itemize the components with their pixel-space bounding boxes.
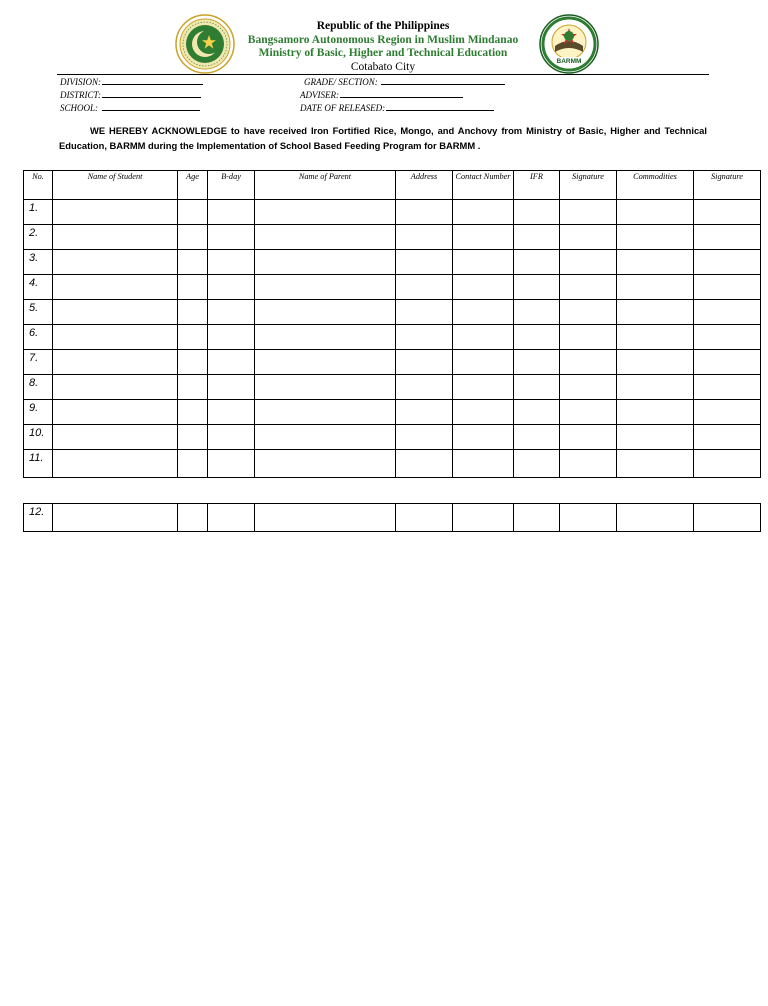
table-cell[interactable] [396, 375, 453, 400]
table-cell[interactable] [514, 225, 560, 250]
table-cell[interactable] [396, 200, 453, 225]
table-cell[interactable] [178, 400, 208, 425]
table-cell[interactable] [560, 325, 617, 350]
table-cell[interactable] [53, 450, 178, 478]
header-divider [57, 74, 709, 75]
table-cell[interactable] [396, 425, 453, 450]
column-header: Signature [560, 171, 617, 200]
table-cell[interactable] [617, 504, 694, 532]
table-cell[interactable] [514, 425, 560, 450]
feeding-roster-table-continued [23, 503, 761, 532]
row-number: 3. [24, 250, 53, 275]
table-cell[interactable] [617, 375, 694, 400]
table-cell[interactable] [208, 200, 255, 225]
header-text [222, 20, 544, 74]
table-cell[interactable] [560, 375, 617, 400]
table-cell[interactable] [53, 225, 178, 250]
form-fields-left [60, 76, 203, 114]
table-cell[interactable] [255, 504, 396, 532]
table-row [24, 504, 761, 532]
table-cell[interactable] [178, 200, 208, 225]
table-cell[interactable] [396, 504, 453, 532]
table-cell[interactable] [53, 200, 178, 225]
table-cell[interactable] [255, 325, 396, 350]
table-cell[interactable] [178, 250, 208, 275]
table-cell[interactable] [617, 425, 694, 450]
table-row [24, 425, 761, 450]
table-cell[interactable] [255, 225, 396, 250]
row-number: 2. [24, 225, 53, 250]
row-number: 8. [24, 375, 53, 400]
table-cell[interactable] [453, 450, 514, 478]
table-cell[interactable] [178, 504, 208, 532]
table-cell[interactable] [694, 450, 761, 478]
column-header: Name of Parent [255, 171, 396, 200]
table-cell[interactable] [617, 275, 694, 300]
table-cell[interactable] [53, 275, 178, 300]
table-cell[interactable] [453, 350, 514, 375]
row-number: 10. [24, 425, 53, 450]
table-header-row [24, 171, 761, 200]
table-cell[interactable] [617, 350, 694, 375]
table-cell[interactable] [396, 450, 453, 478]
table-cell[interactable] [178, 325, 208, 350]
row-number: 12. [24, 504, 53, 532]
table-cell[interactable] [694, 250, 761, 275]
table-cell[interactable] [255, 275, 396, 300]
table-row [24, 300, 761, 325]
table-cell[interactable] [53, 300, 178, 325]
table-cell[interactable] [453, 300, 514, 325]
row-number: 7. [24, 350, 53, 375]
table-cell[interactable] [396, 250, 453, 275]
table-cell[interactable] [694, 325, 761, 350]
table-cell[interactable] [178, 225, 208, 250]
table-cell[interactable] [255, 350, 396, 375]
document-header [0, 0, 768, 80]
table-cell[interactable] [255, 250, 396, 275]
barmm-logo-text: BARMM [556, 58, 582, 65]
table-cell[interactable] [453, 425, 514, 450]
table-cell[interactable] [694, 350, 761, 375]
table-cell[interactable] [617, 450, 694, 478]
table-cell[interactable] [514, 504, 560, 532]
table-cell[interactable] [53, 400, 178, 425]
table-cell[interactable] [208, 275, 255, 300]
row-number: 5. [24, 300, 53, 325]
table-cell[interactable] [560, 250, 617, 275]
table-cell[interactable] [560, 275, 617, 300]
table-cell[interactable] [396, 400, 453, 425]
column-header: IFR [514, 171, 560, 200]
table-row [24, 275, 761, 300]
table-cell[interactable] [560, 504, 617, 532]
table-cell[interactable] [208, 350, 255, 375]
table-cell[interactable] [396, 225, 453, 250]
region-title: Bangsamoro Autonomous Region in Muslim Mindanao [247, 33, 519, 46]
table-cell[interactable] [514, 275, 560, 300]
table-cell[interactable] [53, 350, 178, 375]
district-field[interactable]: DISTRICT: [60, 89, 203, 102]
table-cell[interactable] [453, 225, 514, 250]
table-cell[interactable] [453, 400, 514, 425]
table-cell[interactable] [255, 400, 396, 425]
city-title: Cotabato City [350, 60, 416, 73]
table-cell[interactable] [617, 225, 694, 250]
table-row [24, 250, 761, 275]
adviser-field[interactable]: ADVISER: [300, 89, 505, 102]
column-header: B-day [208, 171, 255, 200]
column-header: Age [178, 171, 208, 200]
table-cell[interactable] [617, 250, 694, 275]
table-cell[interactable] [208, 300, 255, 325]
table-cell[interactable] [514, 400, 560, 425]
table-row [24, 375, 761, 400]
table-cell[interactable] [178, 300, 208, 325]
table-cell[interactable] [560, 425, 617, 450]
country-title: Republic of the Philippines [316, 20, 450, 32]
table-cell[interactable] [396, 300, 453, 325]
table-cell[interactable] [53, 425, 178, 450]
table-cell[interactable] [560, 350, 617, 375]
table-cell[interactable] [617, 400, 694, 425]
table-cell[interactable] [453, 275, 514, 300]
table-cell[interactable] [694, 425, 761, 450]
table-cell[interactable] [208, 450, 255, 478]
division-line [102, 76, 203, 85]
table-cell[interactable] [453, 200, 514, 225]
table-cell[interactable] [617, 200, 694, 225]
table-cell[interactable] [208, 250, 255, 275]
date-released-line [386, 102, 494, 111]
table-cell[interactable] [617, 325, 694, 350]
ministry-title: Ministry of Basic, Higher and Technical Education [258, 47, 508, 59]
table-cell[interactable] [560, 400, 617, 425]
table-cell[interactable] [178, 350, 208, 375]
table-cell[interactable] [514, 250, 560, 275]
table-cell[interactable] [560, 300, 617, 325]
table-cell[interactable] [694, 225, 761, 250]
grade-section-field[interactable]: GRADE/ SECTION: [300, 76, 505, 89]
table-row [24, 450, 761, 478]
table-cell[interactable] [178, 275, 208, 300]
table-cell[interactable] [178, 375, 208, 400]
table-cell[interactable] [617, 300, 694, 325]
adviser-line [340, 89, 463, 98]
table-cell[interactable] [53, 250, 178, 275]
table-cell[interactable] [178, 425, 208, 450]
table-cell[interactable] [53, 504, 178, 532]
table-cell[interactable] [255, 425, 396, 450]
table-cell[interactable] [514, 325, 560, 350]
table-cell[interactable] [255, 375, 396, 400]
table-cell[interactable] [396, 350, 453, 375]
table-cell[interactable] [694, 275, 761, 300]
table-cell[interactable] [453, 504, 514, 532]
column-header: Address [396, 171, 453, 200]
table-cell[interactable] [208, 400, 255, 425]
grade-section-line [381, 76, 505, 85]
table-cell[interactable] [514, 450, 560, 478]
table-cell[interactable] [208, 225, 255, 250]
table-cell[interactable] [694, 200, 761, 225]
row-number: 11. [24, 450, 53, 478]
table-cell[interactable] [514, 375, 560, 400]
table-cell[interactable] [514, 300, 560, 325]
table-cell[interactable] [396, 275, 453, 300]
column-header: Name of Student [53, 171, 178, 200]
table-cell[interactable] [560, 450, 617, 478]
column-header: Signature [694, 171, 761, 200]
table-cell[interactable] [453, 250, 514, 275]
table-cell[interactable] [694, 400, 761, 425]
school-field[interactable]: SCHOOL: [60, 102, 203, 115]
table-row [24, 325, 761, 350]
date-released-field[interactable]: DATE OF RELEASED: [300, 102, 505, 115]
division-field[interactable]: DIVISION: [60, 76, 203, 89]
table-cell[interactable] [208, 325, 255, 350]
form-fields-right [300, 76, 505, 114]
table-cell[interactable] [453, 375, 514, 400]
table-cell[interactable] [560, 225, 617, 250]
table-cell[interactable] [694, 504, 761, 532]
table-cell[interactable] [178, 450, 208, 478]
table-cell[interactable] [694, 300, 761, 325]
table-row [24, 200, 761, 225]
column-header: Contact Number [453, 171, 514, 200]
mbhte-seal-logo [539, 14, 599, 74]
table-cell[interactable] [514, 350, 560, 375]
table-cell[interactable] [396, 325, 453, 350]
table-cell[interactable] [255, 450, 396, 478]
table-cell[interactable] [208, 504, 255, 532]
feeding-roster-table [23, 170, 761, 478]
row-number: 6. [24, 325, 53, 350]
table-cell[interactable] [560, 200, 617, 225]
table-cell[interactable] [514, 200, 560, 225]
table-cell[interactable] [208, 375, 255, 400]
district-line [102, 89, 201, 98]
school-line [102, 102, 200, 111]
table-cell[interactable] [694, 375, 761, 400]
row-number: 9. [24, 400, 53, 425]
table-cell[interactable] [255, 200, 396, 225]
acknowledgement-text: WE HEREBY ACKNOWLEDGE to have received Iron Fortified Rice, Mongo, and Anchovy from Ministry of Basic, Higher and Technical Education, BARMM during the Implementation of School Based Feeding Program for BARMM . [59, 125, 707, 151]
column-header: Commodities [617, 171, 694, 200]
table-cell[interactable] [53, 325, 178, 350]
table-cell[interactable] [208, 425, 255, 450]
table-row [24, 225, 761, 250]
column-header: No. [24, 171, 53, 200]
row-number: 1. [24, 200, 53, 225]
table-cell[interactable] [453, 325, 514, 350]
row-number: 4. [24, 275, 53, 300]
table-cell[interactable] [255, 300, 396, 325]
table-row [24, 350, 761, 375]
table-cell[interactable] [53, 375, 178, 400]
table-row [24, 400, 761, 425]
